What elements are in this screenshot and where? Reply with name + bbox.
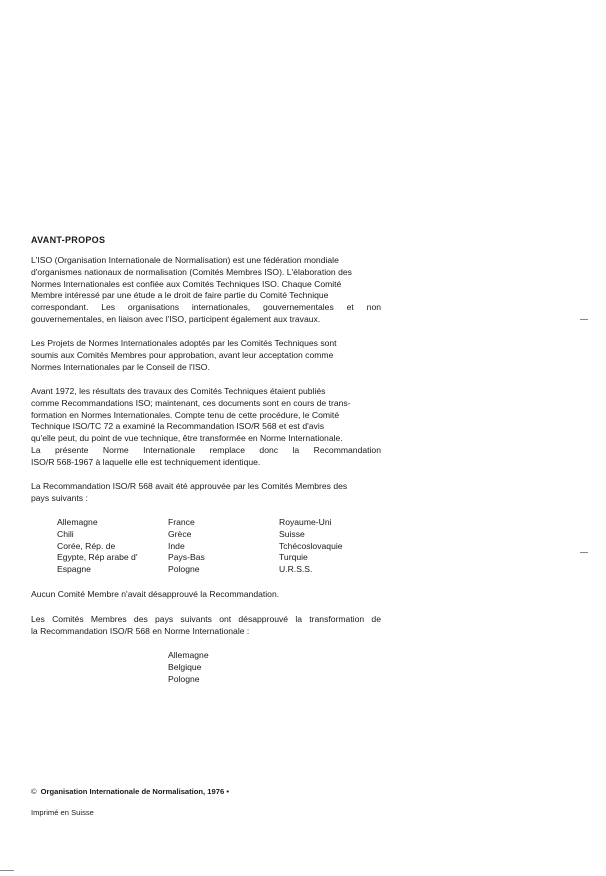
text-line: correspondant. Les organisations internationales, gouvernementales et non [31,302,381,313]
list-item: Royaume-Uni [279,517,332,527]
approving-countries-col1 [57,517,137,576]
copyright-text: Organisation Internationale de Normalisation, 1976 [40,787,225,796]
text-line: L'ISO (Organisation Internationale de Normalisation) est une fédération mondiale [31,255,339,265]
list-item: Egypte, Rép arabe d' [57,552,138,563]
list-item: France [168,517,195,527]
list-item: Pologne [168,564,200,575]
list-item: Tchécoslovaquie [279,540,343,551]
copyright-line [31,787,229,796]
scan-mark [580,319,588,320]
text-line: ISO/R 568-1967 à laquelle elle est techniquement identique. [31,456,261,467]
approving-countries-col2 [168,517,205,576]
copyright-icon: © [31,787,37,796]
text-line: la Recommandation ISO/R 568 en Norme Internationale : [31,625,250,636]
text-line: comme Recommandations ISO; maintenant, ces documents sont en cours de trans- [31,397,351,408]
text-line: Membre intéressé par une étude a le droit de faire partie du Comité Technique [31,290,329,301]
page-title: AVANT-PROPOS [31,235,106,245]
list-item: Suisse [279,528,305,539]
text-line: Les Projets de Normes Internationales adoptés par les Comités Techniques sont [31,338,337,348]
list-item: Pays-Bas [168,552,205,563]
paragraph-iso-intro [31,255,381,326]
text-line: La présente Norme Internationale remplace donc la Recommandation [31,444,381,455]
text-line: gouvernementales, en liaison avec l'ISO, participent également aux travaux. [31,313,321,324]
text-line: La Recommandation ISO/R 568 avait été approuvée par les Comités Membres des [31,481,348,491]
scan-mark [0,870,14,871]
list-item: Inde [168,540,185,551]
text-line: Avant 1972, les résultats des travaux des Comités Techniques étaient publiés [31,386,326,396]
list-item: Belgique [168,661,202,672]
list-item: Allemagne [168,650,209,660]
list-item: Turquie [279,552,308,563]
paragraph-disapproval [31,614,381,638]
bullet-icon: • [226,787,229,796]
text-line: Aucun Comité Membre n'avait désapprouvé la Recommandation. [31,589,280,599]
text-line: soumis aux Comités Membres pour approbation, avant leur acceptation comme [31,349,334,360]
text-line: formation en Normes Internationales. Compte tenu de cette procédure, le Comité [31,409,340,420]
approving-countries-col3 [279,517,343,576]
list-item: Grèce [168,528,192,539]
text-line: d'organismes nationaux de normalisation (Comités Membres ISO). L'élaboration des [31,266,352,277]
text-line: pays suivants : [31,492,88,503]
disapproving-countries [168,650,209,685]
text-line: Normes Internationales est confiée aux Comités Techniques ISO. Chaque Comité [31,278,342,289]
list-item: U.R.S.S. [279,564,313,575]
list-item: Corée, Rép. de [57,540,116,551]
text-line: Les Comités Membres des pays suivants ont désapprouvé la transformation de [31,614,381,624]
list-item: Allemagne [57,517,98,527]
paragraph-approval [31,481,381,505]
text-line: qu'elle peut, du point de vue technique, être transformée en Norme Internationale. [31,433,343,444]
list-item: Chili [57,528,74,539]
text-line: Technique ISO/TC 72 a examiné la Recommandation ISO/R 568 et est d'avis [31,421,325,432]
text-line: Normes Internationales par le Conseil de l'ISO. [31,361,210,372]
list-item: Espagne [57,564,91,575]
paragraph-draft-standards [31,338,381,373]
paragraph-no-disapproval [31,589,381,601]
list-item: Pologne [168,673,200,684]
printed-in: Imprimé en Suisse [31,808,94,817]
scan-mark [580,552,588,553]
paragraph-history [31,386,381,469]
